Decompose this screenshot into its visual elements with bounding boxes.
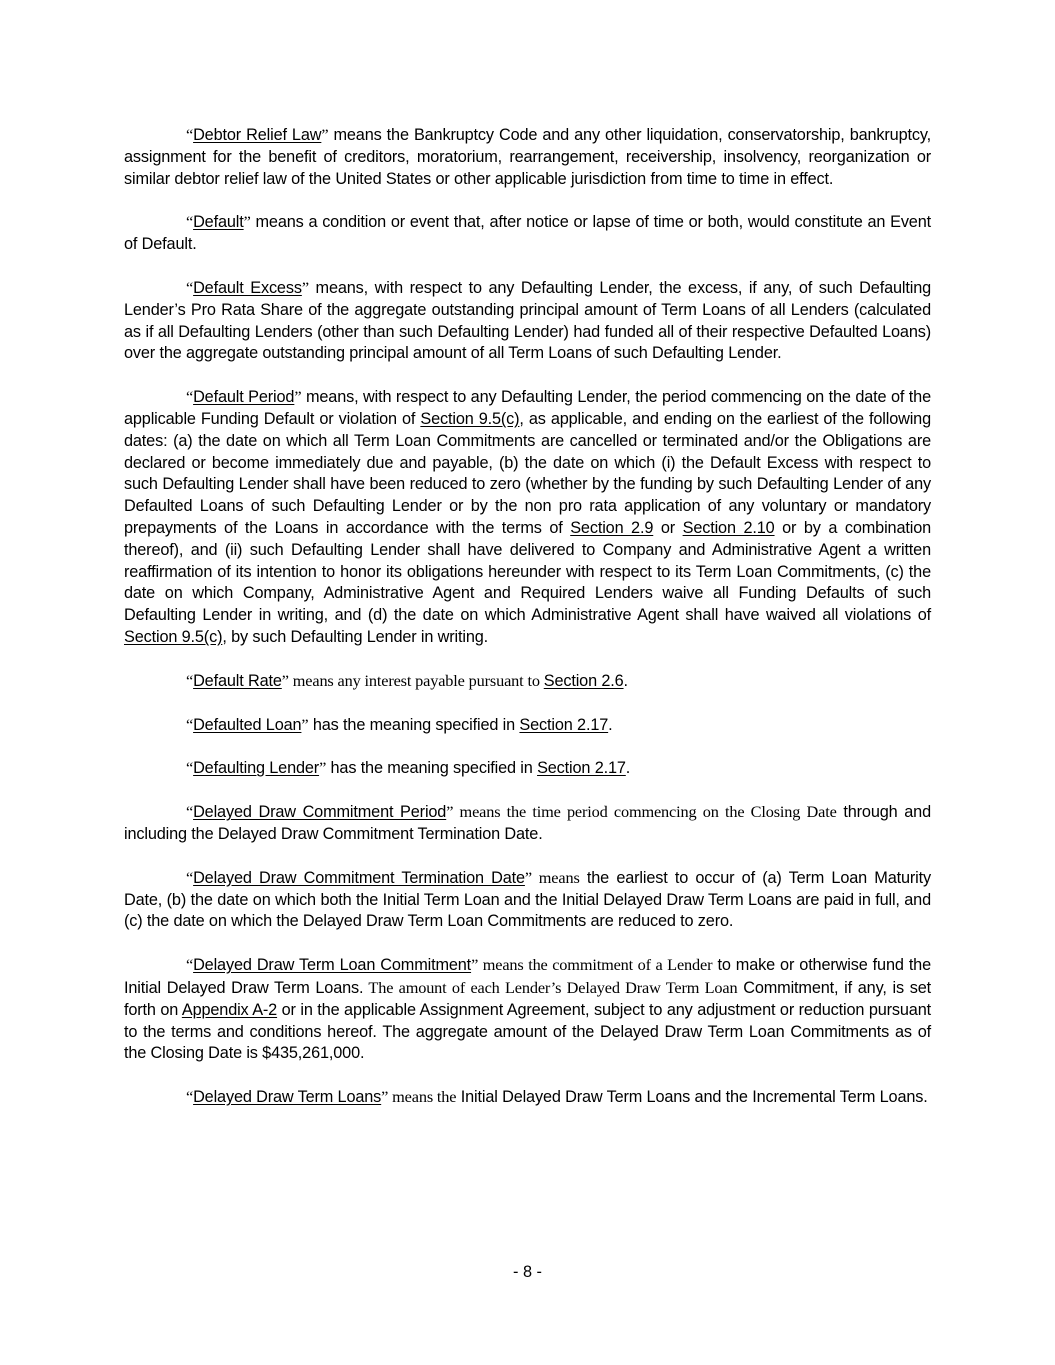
close-quote: ” bbox=[471, 955, 479, 975]
close-quote: ” bbox=[381, 1087, 389, 1107]
defined-term: Defaulting Lender bbox=[193, 759, 320, 778]
close-quote: ” bbox=[243, 212, 251, 232]
defined-term: Delayed Draw Commitment Termination Date bbox=[193, 868, 525, 887]
open-quote: “ bbox=[186, 867, 194, 887]
definition-text: the earliest to occur of (a) Term Loan Maturity Date, (b) the date on which both the Initial Term Loan and the Initial Delayed Draw Term Loans are paid in full, and (c) the date on which the Delayed Draw Term Loan Commitments are reduced to zero. bbox=[124, 868, 931, 931]
section-reference: Section 2.9 bbox=[570, 518, 654, 537]
definition-text: Initial Delayed Draw Term Loans and the Incremental Term Loans. bbox=[456, 1088, 928, 1107]
definition-text: means a condition or event that, after notice or lapse of time or both, would constitute an Event of Default. bbox=[124, 213, 931, 254]
section-reference: Section 2.10 bbox=[682, 518, 775, 537]
definition-text: has the meaning specified in bbox=[326, 759, 538, 778]
definition-paragraph bbox=[124, 277, 931, 365]
definition-text: means the bbox=[388, 1087, 457, 1107]
defined-term: Default bbox=[193, 213, 244, 232]
definition-paragraph bbox=[124, 714, 931, 737]
definition-text: means, with respect to any Defaulting Lender, the excess, if any, of such Defaulting Lender’s Pro Rata Share of the aggregate outstanding principal amount of Term Loans of all Lenders (calculated as if all Defaulting Lenders (other than such Defaulting Lender) had funded all of their respective Defaulted Loans) over the aggregate outstanding principal amount of all Term Loans of such Defaulting Lender. bbox=[124, 278, 931, 363]
definition-text: Commitment, if any, is set forth on bbox=[124, 978, 932, 1019]
section-reference: Section 9.5(c) bbox=[124, 627, 223, 646]
definition-text: , by such Defaulting Lender in writing. bbox=[222, 627, 489, 646]
definition-text: means bbox=[532, 867, 580, 887]
definition-paragraph bbox=[124, 670, 931, 693]
defined-term: Delayed Draw Term Loan Commitment bbox=[193, 956, 472, 975]
section-reference: Appendix A-2 bbox=[181, 1000, 278, 1019]
close-quote: ” bbox=[524, 867, 532, 887]
definition-text: or bbox=[653, 518, 683, 537]
close-quote: ” bbox=[301, 277, 309, 297]
definition-text: , as applicable, and ending on the earliest of the following dates: (a) the date on which all Term Loan Commitments are cancelled or terminated and/or the Obligations are declared or become immediately due and payable, (b) the date on which (i) the Default Excess with respect to such Defaulting Lender shall have been reduced to zero (whether by the funding by such Defaulting Lender of any Defaulted Loans of such Defaulting Lender or by the non pro rata application of any voluntary or mandatory prepayments of the Loans in accordance with the terms of bbox=[124, 409, 931, 537]
definition-paragraph bbox=[124, 386, 931, 649]
definition-paragraph bbox=[124, 801, 931, 846]
open-quote: “ bbox=[186, 387, 194, 407]
open-quote: “ bbox=[186, 277, 194, 297]
definition-text: . bbox=[623, 671, 628, 690]
definition-text: means any interest payable pursuant to bbox=[288, 670, 544, 690]
definition-paragraph bbox=[124, 867, 931, 933]
defined-term: Delayed Draw Term Loans bbox=[193, 1088, 382, 1107]
section-reference: Section 2.17 bbox=[519, 715, 609, 734]
definition-text: The amount of each Lender’s Delayed Draw Term Loan bbox=[363, 977, 738, 997]
open-quote: “ bbox=[186, 758, 194, 778]
definition-text: . bbox=[608, 715, 613, 734]
page-number: - 8 - bbox=[513, 1263, 542, 1281]
definitions-section bbox=[124, 124, 931, 1130]
defined-term: Default Excess bbox=[193, 278, 302, 297]
open-quote: “ bbox=[186, 955, 194, 975]
section-reference: Section 9.5(c) bbox=[420, 409, 520, 428]
defined-term: Debtor Relief Law bbox=[193, 126, 322, 144]
close-quote: ” bbox=[319, 758, 327, 778]
close-quote: ” bbox=[301, 714, 309, 734]
defined-term: Default Period bbox=[193, 388, 295, 407]
open-quote: “ bbox=[186, 670, 194, 690]
definition-text: . bbox=[625, 759, 631, 778]
defined-term: Default Rate bbox=[193, 671, 282, 690]
definition-text: means the Bankruptcy Code and any other liquidation, conservatorship, bankruptcy, assignment for the benefit of creditors, moratorium, rearrangement, receivership, insolvency, reorganization or similar debtor relief law of the United States or other applicable jurisdiction from time to time in effect. bbox=[124, 126, 931, 188]
open-quote: “ bbox=[186, 125, 194, 144]
close-quote: ” bbox=[321, 125, 329, 144]
open-quote: “ bbox=[186, 802, 194, 822]
definition-text: has the meaning specified in bbox=[308, 715, 520, 734]
defined-term: Defaulted Loan bbox=[193, 715, 302, 734]
definition-text: or by a combination thereof), and (ii) such Defaulting Lender shall have delivered to Company and Administrative Agent a written reaffirmation of its intention to honor its obligations hereunder with respect to its Term Loan Commitments, (c) the date on which Company, Administrative Agent and Required Lenders waive all Funding Defaults of such Defaulting Lender in writing, and (d) the date on which Administrative Agent shall have waived all violations of bbox=[124, 518, 932, 625]
definition-paragraph bbox=[124, 1086, 931, 1109]
definition-text: means the commitment of a Lender bbox=[478, 955, 713, 975]
definition-text: or in the applicable Assignment Agreement, subject to any adjustment or reduction pursuant to the terms and conditions hereof. The aggregate amount of the Delayed Draw Term Loan Commitments as of the Closing Date is $435,261,000. bbox=[124, 1000, 931, 1063]
definition-paragraph bbox=[124, 211, 931, 256]
section-reference: Section 2.17 bbox=[537, 759, 626, 778]
defined-term: Delayed Draw Commitment Period bbox=[193, 803, 447, 822]
definition-paragraph bbox=[124, 124, 931, 190]
definition-text: to make or otherwise fund the Initial Delayed Draw Term Loans. bbox=[124, 956, 931, 997]
open-quote: “ bbox=[186, 1087, 194, 1107]
definition-paragraph bbox=[124, 757, 931, 780]
close-quote: ” bbox=[294, 387, 302, 407]
definition-paragraph bbox=[124, 954, 931, 1065]
section-reference: Section 2.6 bbox=[543, 671, 624, 690]
definition-text: through and including the Delayed Draw Commitment Termination Date. bbox=[124, 803, 931, 843]
close-quote: ” bbox=[281, 670, 289, 690]
close-quote: ” bbox=[446, 802, 454, 822]
definition-text: means the time period commencing on the Closing Date bbox=[453, 802, 837, 822]
open-quote: “ bbox=[186, 714, 194, 734]
open-quote: “ bbox=[186, 212, 194, 232]
definition-text: means, with respect to any Defaulting Lender, the period commencing on the date of the applicable Funding Default or violation of bbox=[124, 388, 931, 428]
